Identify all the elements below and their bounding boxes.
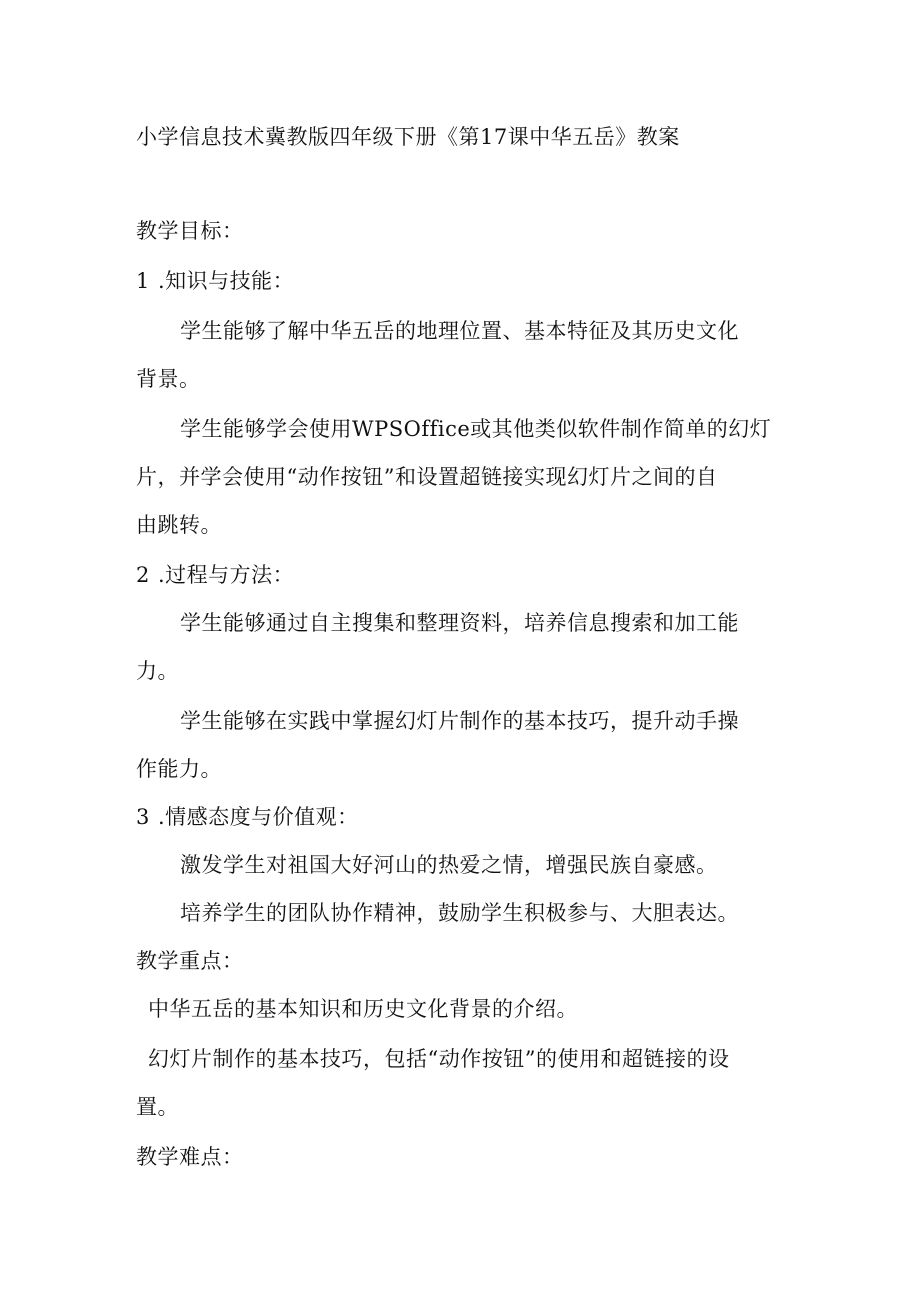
key-points-heading: 教学重点： [136, 949, 244, 973]
paragraph-line: 片，并学会使用“动作按钮”和设置超链接实现幻灯片之间的自 [136, 465, 718, 489]
section-3-heading [136, 803, 359, 831]
difficulties-heading: 教学难点： [136, 1145, 244, 1169]
section-3-number: 3 [136, 805, 150, 829]
paragraph-line: 学生能够了解中华五岳的地理位置、基本特征及其历史文化 [180, 319, 739, 343]
paragraph-line: 置。 [136, 1095, 179, 1119]
paragraph-line: 由跳转。 [136, 513, 222, 537]
document-title: 小学信息技术冀教版四年级下册《第17课中华五岳》教案 [136, 125, 680, 149]
paragraph-line: 学生能够学会使用WPSOffice或其他类似软件制作简单的幻灯 [180, 417, 772, 441]
paragraph-line: 培养学生的团队协作精神，鼓励学生积极参与、大胆表达。 [180, 901, 739, 925]
paragraph-line: 中华五岳的基本知识和历史文化背景的介绍。 [148, 997, 578, 1021]
section-3-label: .情感态度与价值观： [158, 805, 359, 829]
section-2-number: 2 [136, 563, 150, 587]
paragraph-line: 激发学生对祖国大好河山的热爱之情，增强民族自豪感。 [180, 853, 718, 877]
section-1-label: .知识与技能： [158, 269, 295, 293]
paragraph-line: 力。 [136, 659, 179, 683]
section-2-heading [136, 561, 294, 589]
paragraph-line: 背景。 [136, 367, 201, 391]
objectives-heading: 教学目标： [136, 219, 244, 243]
paragraph-line: 作能力。 [136, 757, 222, 781]
paragraph-line: 学生能够通过自主搜集和整理资料，培养信息搜索和加工能 [180, 611, 739, 635]
paragraph-line: 学生能够在实践中掌握幻灯片制作的基本技巧，提升动手操 [180, 709, 739, 733]
section-1-heading [136, 267, 294, 295]
paragraph-line: 幻灯片制作的基本技巧，包括“动作按钮”的使用和超链接的设 [148, 1047, 730, 1071]
section-2-label: .过程与方法： [158, 563, 295, 587]
section-1-number: 1 [136, 269, 150, 293]
